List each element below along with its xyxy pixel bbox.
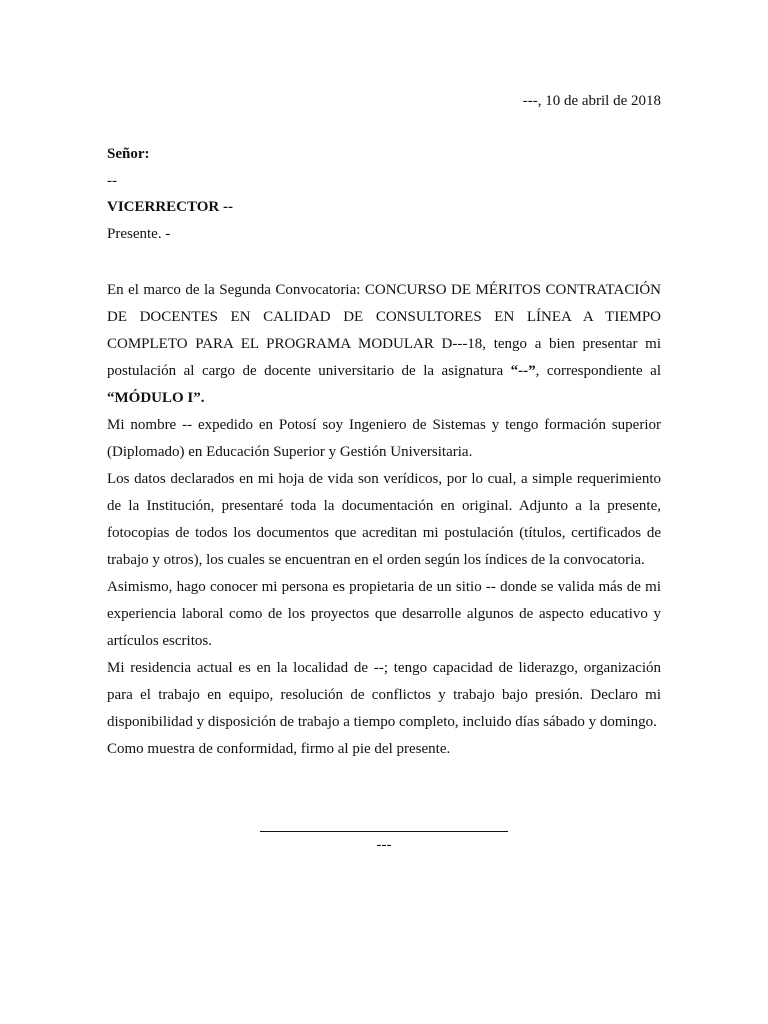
letter-body [107, 277, 661, 763]
signature-block [260, 818, 508, 854]
paragraph-conformidad: Como muestra de conformidad, firmo al pie del presente. [107, 741, 451, 757]
paragraph-convocatoria-text: En el marco de la Segunda Convocatoria: CONCURSO DE MÉRITOS CONTRATACIÓN DE DOCENTES EN CALIDAD DE CONSULTORES EN LÍNEA A TIEMPO COMPLETO PARA EL PROGRAMA MODULAR D---18, tengo a bien presentar mi postulación al cargo de docente universitario de la asignatura [107, 282, 661, 379]
paragraph-nombre: Mi nombre -- expedido en Potosí soy Ingeniero de Sistemas y tengo formación superior (Diplomado) en Educación Superior y Gestión Universitaria. [107, 417, 661, 460]
salutation: Señor: [107, 146, 150, 162]
addressee-block [107, 144, 661, 250]
presente-line: Presente. - [107, 225, 171, 242]
paragraph-residencia: Mi residencia actual es en la localidad de --; tengo capacidad de liderazgo, organización para el trabajo en equipo, resolución de conflictos y trabajo bajo presión. Declaro mi disponibilidad y disposición de trabajo a tiempo completo, incluido días sábado y domingo. [107, 660, 661, 730]
paragraph-datos: Los datos declarados en mi hoja de vida son verídicos, por lo cual, a simple requerimiento de la Institución, presentaré toda la documentación en original. Adjunto a la presente, fotocopias de todos los documentos que acreditan mi postulación (títulos, certificados de trabajo y otros), los cuales se encuentran en el orden según los índices de la convocatoria. [107, 471, 661, 568]
letter-date: ---, 10 de abril de 2018 [522, 93, 661, 109]
paragraph-asimismo: Asimismo, hago conocer mi persona es propietaria de un sitio -- donde se valida más de mi experiencia laboral como de los proyectos que desarrolle algunos de aspecto educativo y artículos escritos. [107, 579, 661, 649]
signature-line [260, 818, 508, 832]
subject-name: “--” [510, 363, 536, 379]
paragraph-convocatoria-end: . [200, 390, 205, 406]
signature-name: --- [376, 837, 392, 853]
paragraph-convocatoria [107, 277, 661, 412]
addressee-name: -- [107, 172, 117, 189]
addressee-title: VICERRECTOR -- [107, 199, 233, 215]
module-name: “MÓDULO I” [107, 390, 201, 406]
paragraph-convocatoria-mid: , correspondiente al [535, 363, 661, 379]
